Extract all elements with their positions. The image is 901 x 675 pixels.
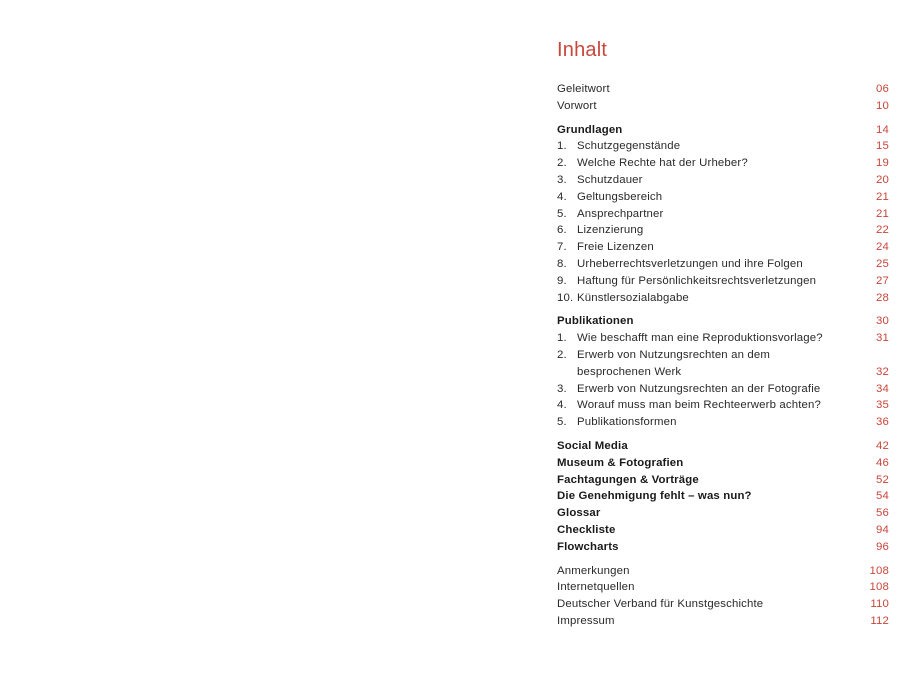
toc-entry-number: 3. xyxy=(557,382,567,395)
toc-entry[interactable] xyxy=(557,273,889,290)
toc-entry-page: 110 xyxy=(870,598,889,611)
toc-entry[interactable] xyxy=(557,613,889,630)
toc-heading-page: 52 xyxy=(876,473,889,486)
toc-heading-page: 54 xyxy=(876,490,889,503)
toc-entry-number: 7. xyxy=(557,241,567,254)
toc-entry[interactable] xyxy=(557,206,889,223)
toc-entry-number: 2. xyxy=(557,157,567,170)
toc-section-heading[interactable] xyxy=(557,122,889,139)
toc-entry-page: 27 xyxy=(876,274,889,287)
toc-entry-label: Geltungsbereich xyxy=(577,190,663,203)
toc-entry[interactable] xyxy=(557,397,889,414)
toc-title: Inhalt xyxy=(557,39,608,61)
toc-entry-label: Erwerb von Nutzungsrechten an der Fotografie xyxy=(577,382,821,395)
toc-entry-page: 21 xyxy=(876,207,889,220)
toc-entry-page: 108 xyxy=(869,564,889,577)
toc-entry-label: Schutzdauer xyxy=(577,173,643,186)
toc-section-heading[interactable] xyxy=(557,505,889,522)
toc-entry-page: 19 xyxy=(876,157,889,170)
toc-entry-page: 06 xyxy=(876,83,889,95)
toc-heading-label: Checkliste xyxy=(557,523,616,536)
toc-entry[interactable] xyxy=(557,414,889,431)
toc-section-grundlagen xyxy=(557,122,889,307)
toc-front-matter xyxy=(557,81,889,115)
toc-entry-label-line: Erwerb von Nutzungsrechten an dem xyxy=(577,348,770,361)
toc-entry[interactable] xyxy=(557,172,889,189)
toc-heading-page: 46 xyxy=(876,456,889,469)
toc-heading-label: Glossar xyxy=(557,507,601,520)
toc-entry-label xyxy=(577,347,865,381)
toc-entry-number: 10. xyxy=(557,291,574,304)
toc-entry-label: Publikationsformen xyxy=(577,416,677,429)
toc-entry-page: 35 xyxy=(876,399,889,412)
toc-entry-number: 4. xyxy=(557,399,567,412)
toc-entry[interactable] xyxy=(557,256,889,273)
toc-entry-label: Lizenzierung xyxy=(577,224,644,237)
toc-entry[interactable] xyxy=(557,290,889,307)
toc-entry[interactable] xyxy=(557,579,889,596)
toc-entry[interactable] xyxy=(557,222,889,239)
toc-entry-label: Haftung für Persönlichkeitsrechtsverletzungen xyxy=(577,274,817,287)
toc-entry-label: Worauf muss man beim Rechteerwerb achten? xyxy=(577,399,821,412)
toc-section-heading[interactable] xyxy=(557,488,889,505)
toc-entry-page: 32 xyxy=(876,365,889,378)
toc-section-heading[interactable] xyxy=(557,438,889,455)
toc-entry-label: Geleitwort xyxy=(557,83,610,95)
toc-entry-number: 5. xyxy=(557,207,567,220)
toc-section-chapters xyxy=(557,438,889,556)
toc-entry-page: 31 xyxy=(876,332,889,345)
toc-heading-page: 56 xyxy=(876,507,889,520)
toc-entry-page: 34 xyxy=(876,382,889,395)
toc-entry-page: 25 xyxy=(876,257,889,270)
toc-entry-page: 20 xyxy=(876,173,889,186)
toc-entry[interactable] xyxy=(557,138,889,155)
toc-entry-page: 28 xyxy=(876,291,889,304)
toc-entry-label: Vorwort xyxy=(557,99,597,112)
toc-entry-label: Ansprechpartner xyxy=(577,207,664,220)
toc-entry[interactable] xyxy=(557,98,889,115)
toc-entry-number: 8. xyxy=(557,257,567,270)
toc-entry-page: 24 xyxy=(876,241,889,254)
toc-entry-label: Anmerkungen xyxy=(557,564,630,577)
toc-entry-number: 3. xyxy=(557,173,567,186)
toc-entry-number: 1. xyxy=(557,332,567,345)
toc-entry[interactable] xyxy=(557,155,889,172)
toc-entry-label: Freie Lizenzen xyxy=(577,241,654,254)
toc-entry-number: 9. xyxy=(557,274,567,287)
toc-entry[interactable] xyxy=(557,239,889,256)
toc-section-heading[interactable] xyxy=(557,313,889,330)
toc-entry-page: 22 xyxy=(876,224,889,237)
toc-entry-label: Künstlersozialabgabe xyxy=(577,291,689,304)
toc-heading-page: 30 xyxy=(876,315,889,328)
toc-entry[interactable] xyxy=(557,347,889,381)
toc-heading-page: 96 xyxy=(876,540,889,553)
toc-entry[interactable] xyxy=(557,189,889,206)
toc-entry-page: 108 xyxy=(869,581,889,594)
toc-section-heading[interactable] xyxy=(557,539,889,556)
toc-entry-number: 2. xyxy=(557,348,567,361)
toc-back-matter xyxy=(557,563,889,630)
toc-heading-label: Social Media xyxy=(557,439,628,452)
toc-section-publikationen xyxy=(557,313,889,431)
toc-entry-number: 6. xyxy=(557,224,567,237)
toc-entry[interactable] xyxy=(557,596,889,613)
toc-entry-page: 15 xyxy=(876,140,889,153)
toc-entry-label: Welche Rechte hat der Urheber? xyxy=(577,157,748,170)
toc-entry-label: Internetquellen xyxy=(557,581,635,594)
toc-entry[interactable] xyxy=(557,381,889,398)
toc-heading-label: Museum & Fotografien xyxy=(557,456,684,469)
toc-entry-number: 5. xyxy=(557,416,567,429)
toc-entry-number: 1. xyxy=(557,140,567,153)
toc-heading-page: 94 xyxy=(876,523,889,536)
toc-entry-page: 10 xyxy=(876,99,889,112)
toc-heading-label: Flowcharts xyxy=(557,540,619,553)
toc-heading-page: 42 xyxy=(876,439,889,452)
toc-heading-label: Publikationen xyxy=(557,315,634,328)
toc-entry-label-line: besprochenen Werk xyxy=(577,365,682,378)
toc-entry-label: Impressum xyxy=(557,614,615,627)
toc-heading-label: Grundlagen xyxy=(557,123,623,136)
toc-entry-page: 21 xyxy=(876,190,889,203)
toc-entry-label: Deutscher Verband für Kunstgeschichte xyxy=(557,598,764,611)
toc-heading-label: Die Genehmigung fehlt – was nun? xyxy=(557,490,752,503)
toc-entry-page: 112 xyxy=(870,614,889,627)
toc-entry-number: 4. xyxy=(557,190,567,203)
toc-entry-label: Urheberrechtsverletzungen und ihre Folgen xyxy=(577,257,803,270)
table-of-contents xyxy=(557,36,889,637)
toc-entry-page: 36 xyxy=(876,416,889,429)
toc-section-heading[interactable] xyxy=(557,522,889,539)
toc-entry-label: Wie beschafft man eine Reproduktionsvorlage? xyxy=(577,332,823,345)
toc-entry[interactable] xyxy=(557,330,889,347)
toc-entry-label: Schutzgegenstände xyxy=(577,140,681,153)
toc-heading-label: Fachtagungen & Vorträge xyxy=(557,473,699,486)
toc-section-heading[interactable] xyxy=(557,455,889,472)
toc-entry[interactable] xyxy=(557,563,889,580)
toc-heading-page: 14 xyxy=(876,123,889,136)
toc-section-heading[interactable] xyxy=(557,472,889,489)
toc-entry[interactable] xyxy=(557,81,889,98)
